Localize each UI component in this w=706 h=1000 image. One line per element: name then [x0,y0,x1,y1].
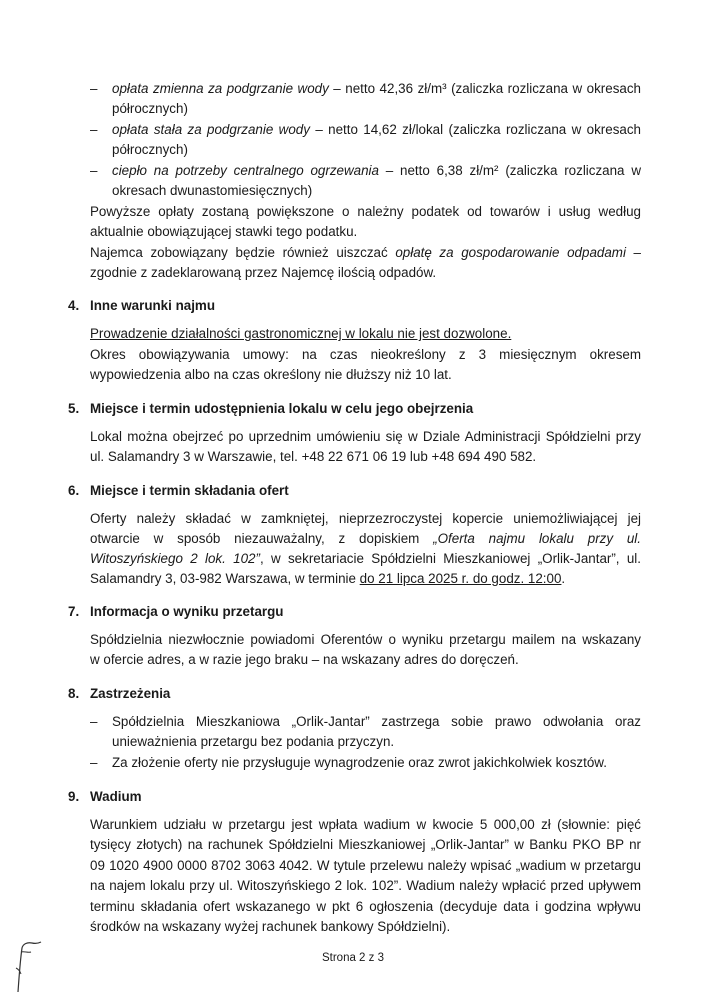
section-5-title: Miejsce i termin udostępnienia lokalu w celu jego obejrzenia [90,401,474,416]
fee-3-line-2: okresach dwunastomiesięcznych) [112,183,313,198]
fee-1-dash: – [90,81,98,96]
fee-1-line-1 [112,79,641,99]
waste-note-line-2: zgodnie z zadeklarowaną przez Najemcę ilością odpadów. [90,265,437,280]
section-8-bullet-2-dash: – [90,755,98,770]
section-7-title: Informacja o wyniku przetargu [90,604,284,619]
section-8-bullet-2: Za złożenie oferty nie przysługuje wynagrodzenie oraz zwrot jakichkolwiek kosztów. [112,755,607,770]
section-9-line-6: środków na wskazany wyżej rachunek bankowy Spółdzielni). [90,919,451,934]
fee-3-line-1 [112,161,641,181]
section-6-text: otwarcie w sposób niezauważalny, z dopiskiem [90,531,434,546]
waste-note-text: Najemca zobowiązany będzie również uiszczać [90,245,396,260]
fee-1-name: opłata zmienna za podgrzanie wody [112,81,329,96]
section-5-number: 5. [68,401,80,416]
section-6-line-4 [90,569,565,589]
section-7-line-2: w ofercie adres, a w razie jego braku – na wskazany adres do doręczeń. [90,652,519,667]
section-5-line-2: ul. Salamandry 3 w Warszawie, tel. +48 22 671 06 19 lub +48 694 490 582. [90,449,537,464]
fee-2-line-2: półrocznych) [112,142,188,157]
section-5-line-1: Lokal można obejrzeć po uprzednim umówieniu się w Dziale Administracji Spółdzielni przy [90,429,641,444]
section-7-number: 7. [68,604,80,619]
section-8-title: Zastrzeżenia [90,686,171,701]
section-6-envelope-label: „Oferta najmu lokalu przy ul. [433,531,642,546]
section-9-line-5: terminu składania ofert wskazanego w pkt 6 ogłoszenia (decyduje data i godzina wpływu [90,899,641,914]
section-8-bullet-1-line-1: Spółdzielnia Mieszkaniowa „Orlik-Jantar” zastrzega sobie prawo odwołania oraz [112,714,641,729]
section-9-title: Wadium [90,789,142,804]
section-4-restriction: Prowadzenie działalności gastronomicznej w lokalu nie jest dozwolone. [90,326,512,341]
section-6-place: , w sekretariacie Spółdzielni Mieszkaniowej „Orlik-Jantar”, ul. [259,551,641,566]
fee-2-line-1 [112,120,641,140]
section-4-line-2: Okres obowiązywania umowy: na czas nieokreślony z 3 miesięcznym okresem [90,347,641,362]
section-9-number: 9. [68,789,80,804]
section-6-address: Salamandry 3, 03-982 Warszawa, w terminie [90,571,360,586]
section-9-line-4: na najem lokalu przy ul. Witoszyńskiego 2 lok. 102”. Wadium należy wpłacić przed upływem [90,878,641,893]
section-6-number: 6. [68,483,80,498]
section-4-line-3: wypowiedzenia albo na czas określony nie dłuższy niż 10 lat. [90,367,452,382]
fee-3-value: – netto 6,38 zł/m² (zaliczka rozliczana w [378,163,641,178]
section-6-line-1: Oferty należy składać w zamkniętej, nieprzezroczystej kopercie uniemożliwiającej jej [90,511,641,526]
fee-3-dash: – [90,163,98,178]
fee-1-line-2: półrocznych) [112,101,188,116]
section-4-title: Inne warunki najmu [90,298,216,313]
section-6-envelope-label-end: Witoszyńskiego 2 lok. 102” [90,551,260,566]
section-4-number: 4. [68,298,80,313]
section-7-line-1: Spółdzielnia niezwłocznie powiadomi Oferentów o wyniku przetargu mailem na wskazany [90,632,641,647]
section-6-line-3 [90,549,641,569]
section-9-line-2: tysięcy złotych) na rachunek Spółdzielni Mieszkaniowej „Orlik-Jantar” w Banku PKO BP nr [90,837,641,852]
section-6-title: Miejsce i termin składania ofert [90,483,289,498]
fee-1-value: – netto 42,36 zł/m³ (zaliczka rozliczana w okresach [328,81,641,96]
section-6-line-2 [90,529,641,549]
fee-2-name: opłata stała za podgrzanie wody [112,122,310,137]
tax-note-line-1: Powyższe opłaty zostaną powiększone o należny podatek od towarów i usług według [90,204,641,219]
handwritten-initials-signature [10,938,46,994]
waste-note-dash: – [625,245,641,260]
fee-2-dash: – [90,122,98,137]
section-9-line-1: Warunkiem udziału w przetargu jest wpłata wadium w kwocie 5 000,00 zł (słownie: pięć [90,817,641,832]
section-6-period: . [561,571,566,586]
section-9-line-3: 09 1020 4900 0000 8702 3063 4042. W tytule przelewu należy wpisać „wadium w przetargu [90,858,641,873]
section-8-bullet-1-dash: – [90,714,98,729]
waste-fee-name: opłatę za gospodarowanie odpadami [395,245,626,260]
section-8-number: 8. [68,686,80,701]
fee-3-name: ciepło na potrzeby centralnego ogrzewania [112,163,379,178]
section-6-deadline: do 21 lipca 2025 r. do godz. 12:00 [359,571,562,586]
fee-2-value: – netto 14,62 zł/lokal (zaliczka rozliczana w okresach [309,122,641,137]
section-8-bullet-1-line-2: unieważnienia przetargu bez podania przyczyn. [112,734,395,749]
tax-note-line-2: aktualnie obowiązującej stawki tego podatku. [90,224,358,239]
page-number: Strona 2 z 3 [321,952,384,964]
waste-note-line-1 [90,243,641,263]
